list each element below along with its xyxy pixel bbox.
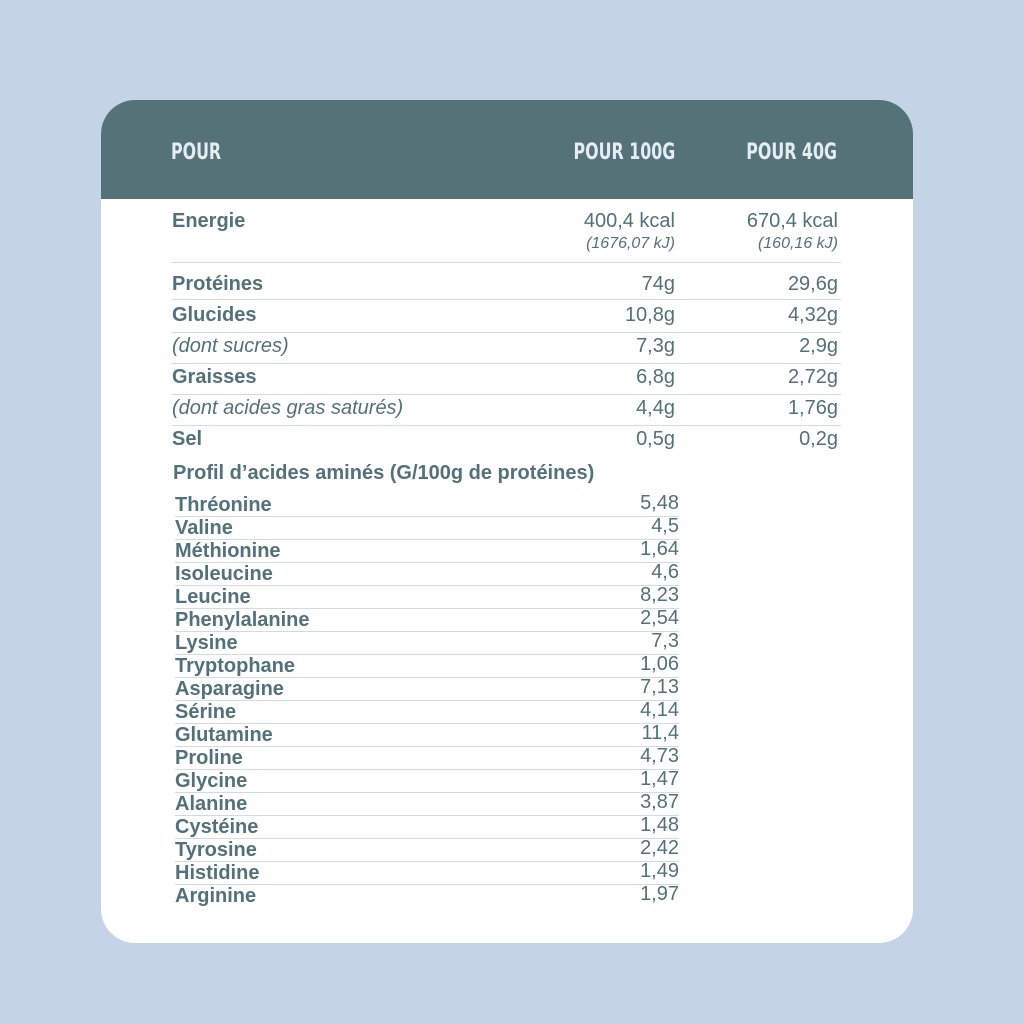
amino-row [175,586,679,609]
amino-name: Tryptophane [175,655,296,677]
amino-value: 4,5 [651,515,679,537]
header-col-100g: POUR 100G [573,140,675,165]
row-divider [172,425,841,426]
nutrient-40g: 4,32g [787,304,838,326]
energie-100g-kj: (1676,07 kJ) [586,235,675,252]
energie-40g-kcal: 670,4 kcal [746,210,838,232]
amino-row [175,839,679,862]
row-divider [172,394,841,395]
row-divider [172,332,841,333]
amino-value: 1,49 [640,860,679,882]
header-col-label: POUR [171,140,222,165]
nutrient-label: Protéines [172,273,264,295]
amino-value: 2,42 [640,837,679,859]
amino-value: 7,3 [651,630,679,652]
nutrient-100g: 10,8g [624,304,675,326]
amino-name: Proline [175,747,243,769]
energie-row [172,210,841,260]
energie-40g [747,210,838,253]
amino-name: Glycine [175,770,248,792]
amino-row [175,747,679,770]
amino-name: Asparagine [175,678,284,700]
amino-name: Arginine [175,885,257,907]
row-divider [172,363,841,364]
amino-row [175,816,679,839]
amino-row [175,724,679,747]
amino-value: 4,6 [651,561,679,583]
amino-row [175,563,679,586]
amino-row [175,885,679,908]
nutrient-40g: 2,9g [799,335,838,357]
nutrient-row [172,428,841,454]
amino-name: Alanine [175,793,248,815]
amino-name: Leucine [175,586,251,608]
nutrient-label: Graisses [172,366,257,388]
nutrient-row [172,366,841,392]
amino-row [175,517,679,540]
amino-name: Glutamine [175,724,273,746]
amino-name: Valine [175,517,233,539]
amino-value: 3,87 [640,791,679,813]
amino-value: 7,13 [640,676,679,698]
nutrient-100g: 6,8g [636,366,675,388]
amino-value: 1,47 [640,768,679,790]
energie-40g-kj: (160,16 kJ) [757,235,838,252]
nutrient-40g: 1,76g [787,397,838,419]
nutrient-row [172,273,841,299]
nutrient-100g: 0,5g [636,428,675,450]
amino-row [175,632,679,655]
nutrient-row [172,304,841,330]
amino-name: Lysine [175,632,238,654]
nutrient-100g: 7,3g [636,335,675,357]
amino-row [175,793,679,816]
nutrient-label: Glucides [172,304,257,326]
nutrient-40g: 0,2g [799,428,838,450]
amino-value: 1,97 [640,883,679,905]
amino-profile-title: Profil d’acides aminés (G/100g de protéines) [173,462,595,484]
nutrient-label: (dont acides gras saturés) [172,397,404,419]
nutrient-100g: 74g [641,273,675,295]
energie-100g [584,210,675,253]
header-col-40g: POUR 40G [746,140,837,165]
amino-name: Phenylalanine [175,609,310,631]
amino-value: 1,48 [640,814,679,836]
amino-value: 4,14 [640,699,679,721]
amino-name: Méthionine [175,540,281,562]
nutrient-40g: 29,6g [787,273,838,295]
row-divider [172,299,841,300]
amino-row [175,770,679,793]
amino-row [175,609,679,632]
nutrient-40g: 2,72g [787,366,838,388]
amino-value: 5,48 [640,492,679,514]
amino-value: 4,73 [640,745,679,767]
amino-row [175,655,679,678]
nutrient-label: (dont sucres) [172,335,289,357]
nutrient-row [172,335,841,361]
amino-name: Tyrosine [175,839,257,861]
amino-value: 1,06 [640,653,679,675]
amino-row [175,862,679,885]
amino-value: 2,54 [640,607,679,629]
amino-value: 8,23 [640,584,679,606]
amino-value: 11,4 [641,722,679,744]
amino-row [175,678,679,701]
nutrient-row [172,397,841,423]
amino-row [175,701,679,724]
amino-name: Histidine [175,862,260,884]
amino-name: Thréonine [175,494,272,516]
amino-value: 1,64 [640,538,679,560]
amino-row [175,494,679,517]
row-divider [172,262,841,263]
amino-row [175,540,679,563]
nutrient-label: Sel [172,428,203,450]
energie-label: Energie [172,210,246,232]
amino-name: Sérine [175,701,237,723]
nutrient-100g: 4,4g [636,397,675,419]
amino-name: Cystéine [175,816,259,838]
amino-name: Isoleucine [175,563,273,585]
energie-100g-kcal: 400,4 kcal [583,210,675,232]
table-header [101,100,913,199]
